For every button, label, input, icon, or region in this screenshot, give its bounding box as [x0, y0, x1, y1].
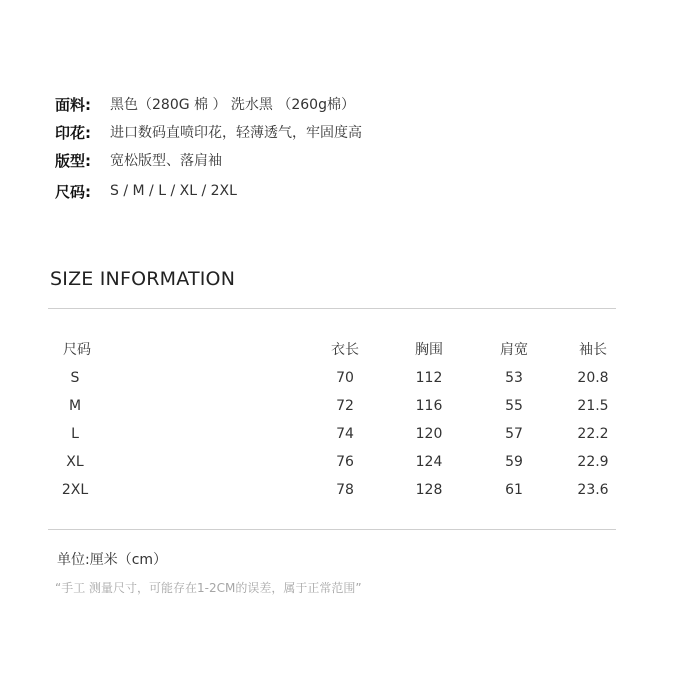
- table-cell: 70: [336, 370, 354, 386]
- divider-top: [48, 308, 616, 309]
- spec-label: 印花:: [55, 123, 91, 142]
- table-cell: 61: [505, 482, 523, 498]
- table-cell: 20.8: [577, 370, 609, 386]
- table-cell: 74: [336, 426, 354, 442]
- table-row: [0, 476, 700, 504]
- table-cell: 2XL: [61, 482, 89, 498]
- spec-fit: [55, 146, 362, 174]
- table-cell: L: [71, 426, 79, 442]
- table-cell: 21.5: [577, 398, 609, 414]
- table-cell: 116: [415, 398, 443, 414]
- header-chest: 胸围: [415, 342, 443, 358]
- table-cell: 55: [505, 398, 523, 414]
- spec-label: 版型:: [55, 151, 91, 170]
- header-length: 衣长: [331, 342, 359, 358]
- table-header-row: [0, 336, 700, 364]
- header-shoulder: 肩宽: [500, 342, 528, 358]
- table-cell: 78: [336, 482, 354, 498]
- table-cell: 22.9: [577, 454, 609, 470]
- table-cell: XL: [66, 454, 84, 470]
- table-cell: 23.6: [577, 482, 609, 498]
- spec-fabric: [55, 90, 362, 118]
- unit-label: 单位:厘米（cm）: [57, 552, 168, 568]
- spec-value: 进口数码直喷印花，轻薄透气，牢固度高: [110, 125, 362, 141]
- table-row: [0, 448, 700, 476]
- table-cell: 128: [415, 482, 443, 498]
- spec-print: [55, 118, 362, 146]
- product-specs: [55, 90, 362, 205]
- table-cell: 59: [505, 454, 523, 470]
- size-table: [0, 336, 700, 504]
- table-cell: M: [68, 398, 82, 414]
- measurement-note: “手工 测量尺寸，可能存在1-2CM的误差，属于正常范围”: [55, 581, 362, 595]
- table-cell: 112: [415, 370, 443, 386]
- table-cell: 57: [505, 426, 523, 442]
- header-sleeve: 袖长: [579, 342, 607, 358]
- spec-value: 黑色（280G 棉 ） 洗水黑 （260g棉）: [110, 97, 355, 113]
- table-cell: 72: [336, 398, 354, 414]
- table-cell: 120: [415, 426, 443, 442]
- table-cell: 53: [505, 370, 523, 386]
- table-row: [0, 392, 700, 420]
- table-cell: S: [70, 370, 80, 386]
- spec-value: S / M / L / XL / 2XL: [110, 183, 237, 199]
- spec-value: 宽松版型、落肩袖: [110, 153, 222, 169]
- size-information-title: SIZE INFORMATION: [50, 268, 236, 290]
- spec-label: 面料:: [55, 95, 91, 114]
- header-size: 尺码: [63, 342, 91, 358]
- table-cell: 76: [336, 454, 354, 470]
- table-cell: 124: [415, 454, 443, 470]
- divider-bottom: [48, 529, 616, 530]
- table-row: [0, 364, 700, 392]
- spec-label: 尺码:: [55, 182, 91, 201]
- spec-sizes: [55, 177, 362, 205]
- table-cell: 22.2: [577, 426, 609, 442]
- table-row: [0, 420, 700, 448]
